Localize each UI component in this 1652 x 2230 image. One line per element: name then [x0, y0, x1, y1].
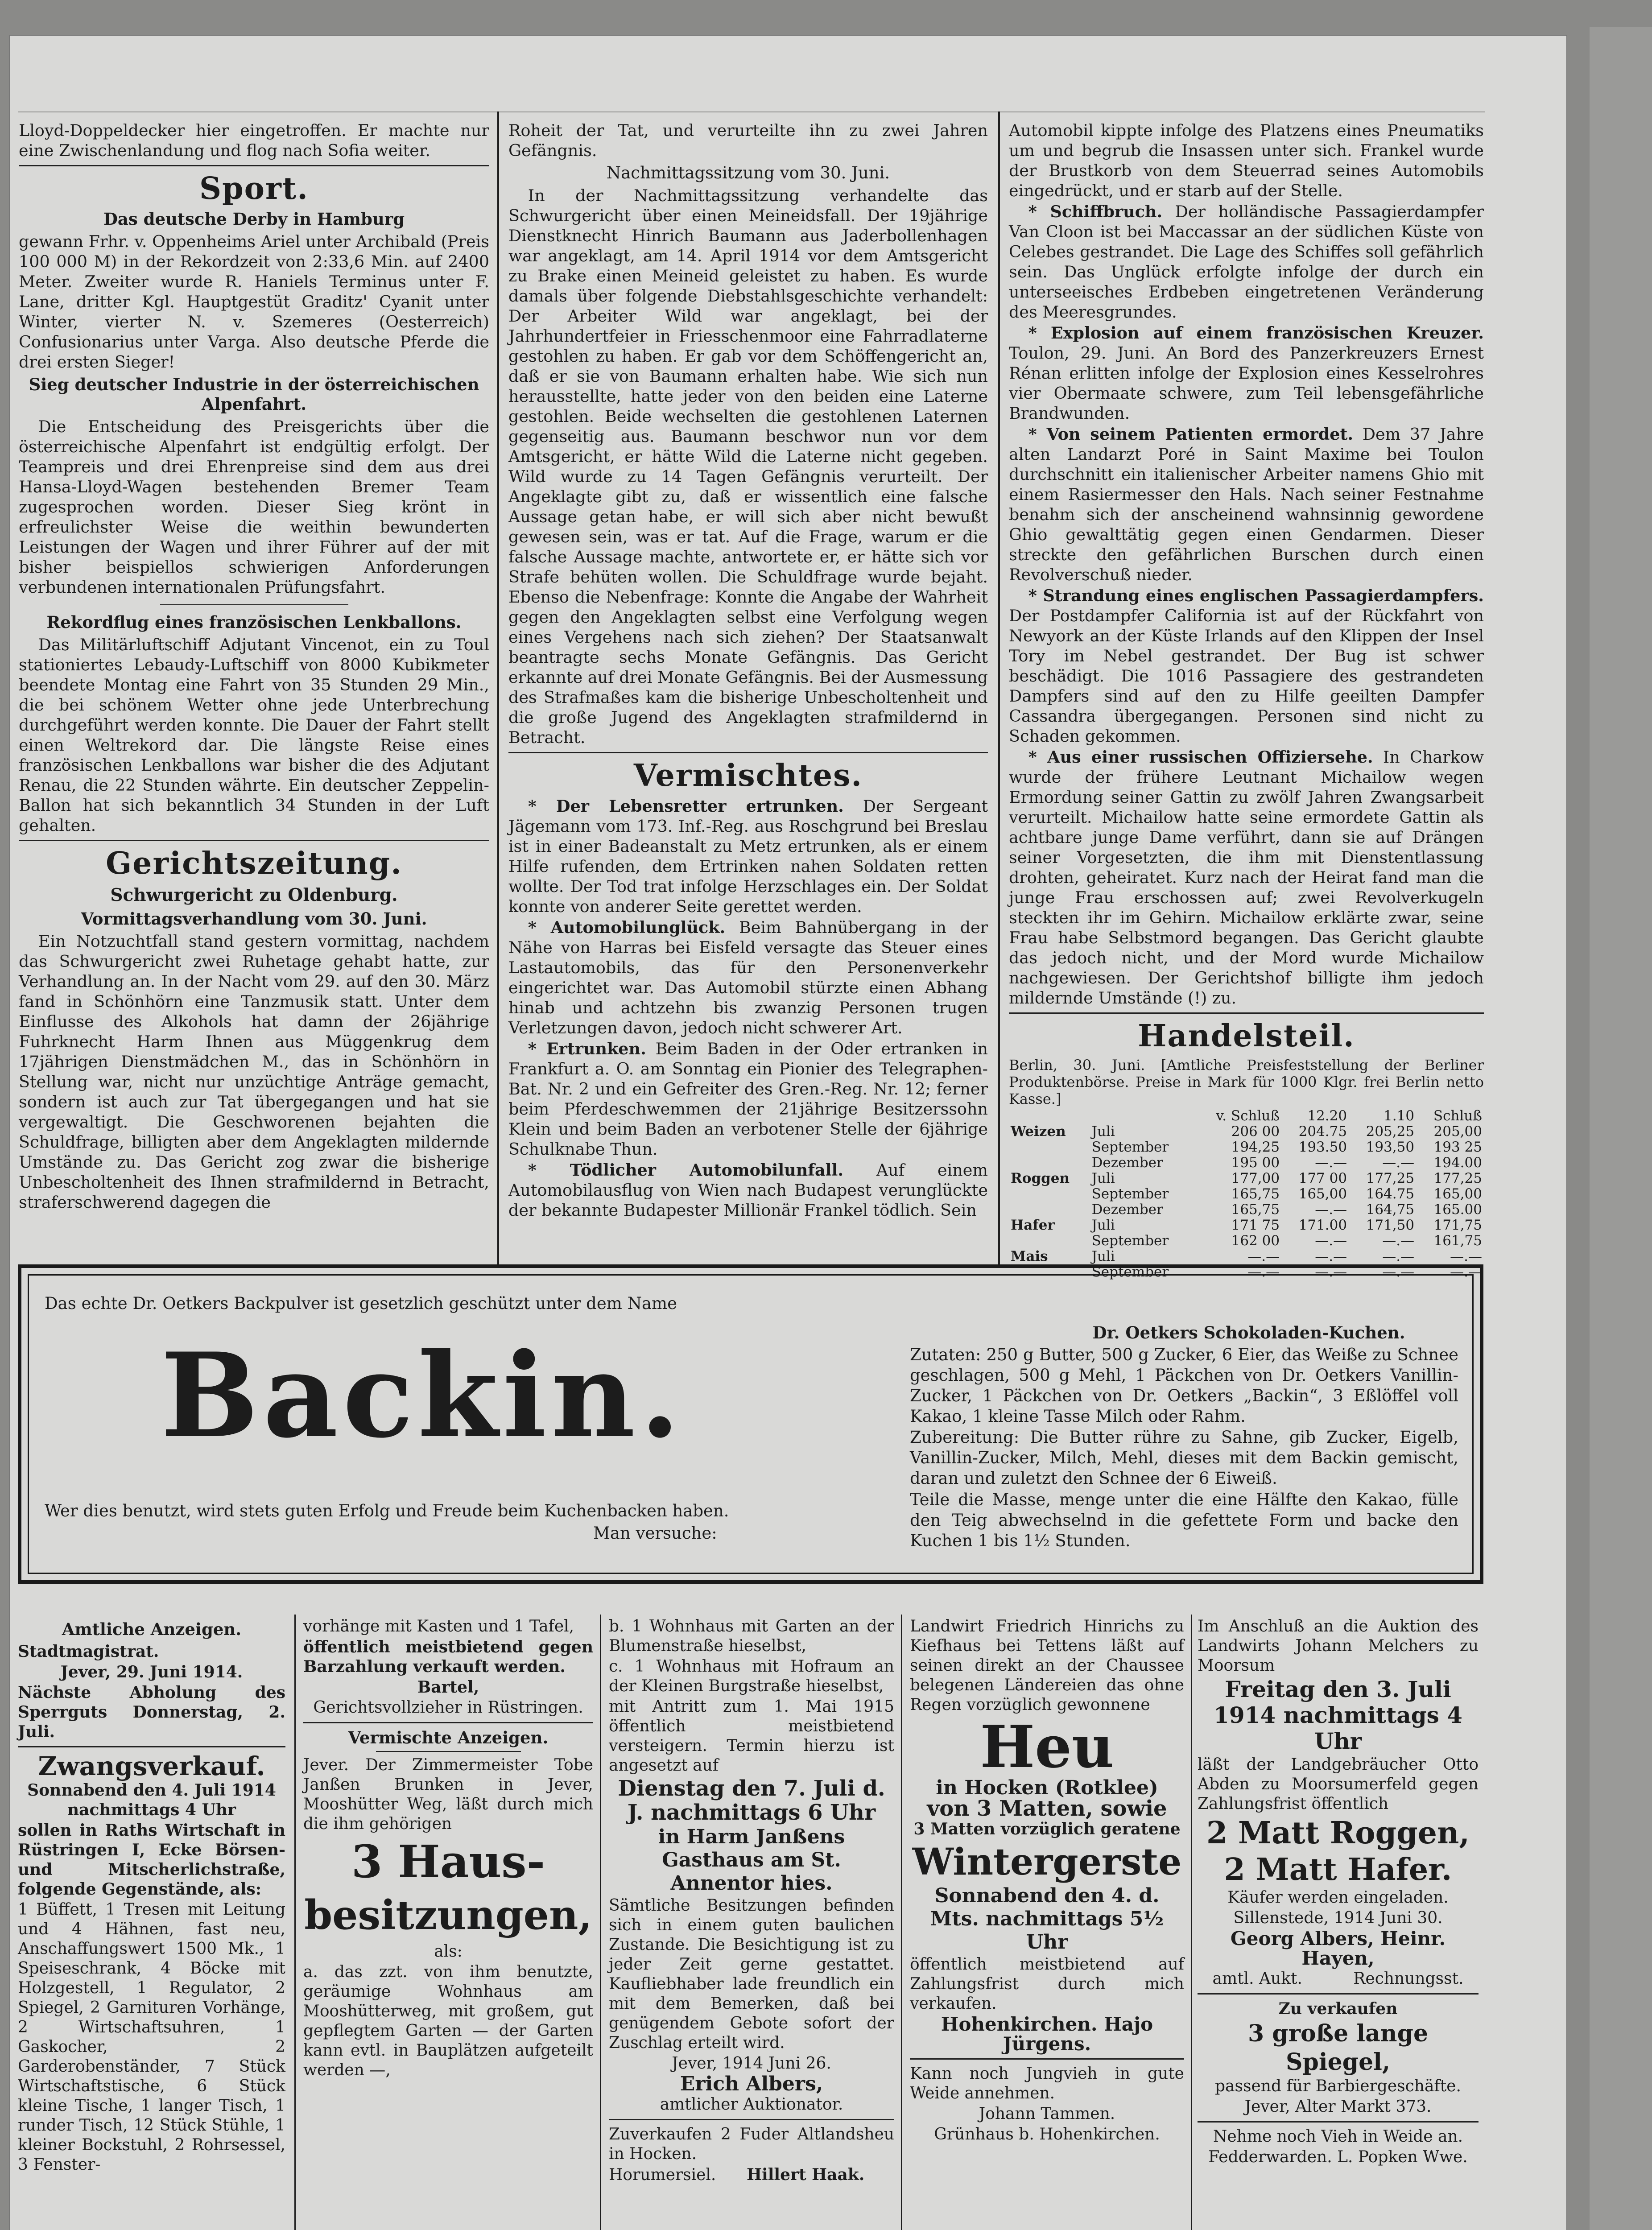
- short-divider: [160, 604, 348, 605]
- auto-title: * Automobilunglück.: [528, 918, 726, 937]
- col3-ad-text1: b. 1 Wohnhaus mit Garten an der Blumenstraße hieselbst,: [609, 1617, 894, 1655]
- oetker-line2: Wer dies benutzt, wird stets guten Erfolg und Freude beim Kuchenbacken haben.: [45, 1501, 729, 1520]
- price-row: [1009, 1218, 1484, 1233]
- price-cell: 165,00: [1433, 1186, 1482, 1202]
- price-cell: 194.00: [1433, 1155, 1482, 1171]
- col2-intro: Roheit der Tat, und verurteilte ihn zu zwei Jahren Gefängnis.: [508, 121, 988, 160]
- price-cell: Juli: [1091, 1248, 1115, 1264]
- ad-rule-4: [1191, 1615, 1192, 2230]
- price-table-header: [1009, 1108, 1484, 1124]
- price-cell: 204.75: [1298, 1123, 1347, 1140]
- col5-ad-text1: Im Anschluß an die Auktion des Landwirts Johann Melchers zu Moorsum: [1198, 1617, 1479, 1675]
- toedlich-text: Auf einem Automobilausflug von Wien nach Budapest verunglückte der bekannte Budapester Millionär Frankel tödlich. Sein: [508, 1160, 988, 1220]
- rekord-text: Das Militärluftschiff Adjutant Vincenot, ein zu Toul stationiertes Lebaudy-Luftschiff von 8000 Kubikmeter beendete Montag eine Fahrt von 35 Stunden 29 Min., die bei schönem Wetter ohne jede Unterbrechung durchgeführt werden konnte. Die Dauer der Fahrt stellt einen Weltrekord dar. Die längste Reise eines französischen Lenkballons war bisher die des Adjutant Renau, die 22 Stunden währte. Ein deutscher Zeppelin-Ballon hat sich bekanntlich 34 Stunden in der Luft gehalten.: [19, 635, 489, 835]
- verm-anzeigen: Vermischte Anzeigen.: [348, 1728, 549, 1747]
- auto-text: Beim Bahnübergang in der Nähe von Harras bei Eisfeld versagte das Steuer eines Lastautomobils, das für den Personenverkehr eingerichtet war. Das Automobil stürzte einen Abhang hinab und achtzehn bis zwanzig Personen trugen Verletzungen davon, jedoch nicht schwerer Art.: [508, 918, 988, 1037]
- hohenkirchen: Hohenkirchen. Hajo Jürgens.: [941, 2013, 1153, 2055]
- georg-sub: amtl. Aukt. Rechnungsst.: [1212, 1970, 1464, 1988]
- recipe-zutaten: Zutaten: 250 g Butter, 500 g Zucker, 6 Eier, das Weiße zu Schnee geschlagen, 500 g Mehl, 1 Päckchen von Dr. Oetkers Vanillin-Zucker, 1 Päckchen von Dr. Oetkers „Backin“, 3 Eßlöffel voll Kakao, 1 kleine Tasse Milch oder Rahm.: [910, 1345, 1458, 1426]
- price-cell: 177 00: [1298, 1170, 1347, 1186]
- price-row: [1009, 1140, 1484, 1155]
- price-table-body: [1009, 1124, 1484, 1280]
- handel-heading: Handelsteil.: [1138, 1018, 1355, 1054]
- zu-verkaufen: Zu verkaufen: [1278, 1999, 1398, 2018]
- column-1: [19, 120, 489, 1267]
- erich-albers: Erich Albers,: [680, 2073, 823, 2095]
- col3-date: Jever, 1914 Juni 26.: [672, 2054, 831, 2073]
- column-rule-2: [998, 112, 1000, 1267]
- divider: [1198, 1993, 1479, 1995]
- price-row: [1009, 1124, 1484, 1140]
- price-cell: 171,50: [1366, 1217, 1415, 1233]
- price-cell: 171 75: [1231, 1217, 1280, 1233]
- lebensretter-text: Der Sergeant Jägemann vom 173. Inf.-Reg. aus Roschgrund bei Breslau ist in einer Badeanstalt zu Metz ertrunken, als er einem Hilfe rufenden, dem Ertrinken nahen Soldaten retten wollte. Der Tod trat infolge Herzschlages ein. Der Soldat konnte von anderer Seite gerettet werden.: [508, 797, 988, 916]
- alter-markt: Jever, Alter Markt 373.: [1244, 2098, 1432, 2116]
- col3-ad-text2: c. 1 Wohnhaus mit Hofraum an der Kleinen Burgstraße hieselbst,: [609, 1657, 894, 1695]
- price-cell: [1009, 1202, 1090, 1218]
- tammen: Johann Tammen.: [979, 2105, 1115, 2123]
- price-cell: —.—: [1450, 1264, 1482, 1280]
- haus-line2: besitzungen,: [304, 1891, 592, 1939]
- col3-intro: Automobil kippte infolge des Platzens eines Pneumatiks um und begrub die Insassen unter sich. Frankel wurde der Brustkorb von dem Steuerrad seines Automobils eingedrückt, und er starb auf der Stelle.: [1009, 121, 1484, 200]
- price-cell: [1009, 1155, 1090, 1171]
- price-cell: [1009, 1233, 1090, 1249]
- explosion-title: * Explosion auf einem französischen Kreuzer.: [1028, 323, 1484, 343]
- recipe-title: Dr. Oetkers Schokoladen-Kuchen.: [1092, 1323, 1405, 1342]
- offizier-text: In Charkow wurde der frühere Leutnant Michailow wegen Ermordung seiner Gattin zu zwölf Jahren Zwangsarbeit verurteilt. Michailow hatte seine ermordete Gattin als achtbare junge Dame verführt, dann sie auf Drängen seiner Vorgesetzten, die ihm mit Dienstentlassung drohten, geheiratet. Kurz nach der Heirat fand man die junge Frau erschossen auf; zwei Revolverkugeln steckten ihr im Gehirn. Michailow erklärte zwar, seine Frau habe Selbstmord begangen. Das Gericht glaubte das jedoch nicht, und der Mord wurde Michailow nachgewiesen. Der Gerichtshof billigte ihm jedoch mildernde Umstände (!) zu.: [1009, 747, 1484, 1008]
- scan-edge: [1590, 27, 1652, 2230]
- sport-heading: Sport.: [199, 171, 309, 206]
- als: als:: [434, 1942, 463, 1961]
- dienstag: Dienstag den 7. Juli d. J. nachmittags 6 Uhr: [618, 1776, 885, 1825]
- price-header-cell: Schluß: [1433, 1108, 1482, 1124]
- erich-sub: amtlicher Auktionator.: [660, 2095, 843, 2114]
- hafer: 2 Matt Hafer.: [1224, 1852, 1452, 1887]
- derby-heading: Das deutsche Derby in Hamburg: [103, 209, 405, 229]
- col2-ad-bold: öffentlich meistbietend gegen Barzahlung verkauft werden.: [303, 1638, 593, 1676]
- stadtmag: Stadtmagistrat.: [18, 1642, 159, 1661]
- ertrunken-title: * Ertrunken.: [528, 1039, 646, 1058]
- lebensretter-title: * Der Lebensretter ertrunken.: [528, 797, 844, 816]
- ertrunken-text: Beim Baden in der Oder ertranken in Frankfurt a. O. am Sonntag ein Pionier des Telegraphen-Bat. Nr. 2 und ein Gefreiter des Gren.-Reg. Nr. 12; ferner beim Pferdeschwemmen der 21jährige Besitzerssohn Klein und beim Baden an verbotener Stelle der 6jährige Schulknabe Thun.: [508, 1039, 988, 1159]
- col4-ad-text1: Landwirt Friedrich Hinrichs zu Kiefhaus bei Tettens läßt auf seinen direkt an der Chaussee belegenen Ländereien das ohne Regen vorzüglich gewonnene: [910, 1617, 1184, 1714]
- divider: [19, 165, 489, 166]
- price-cell: 177,00: [1231, 1170, 1280, 1186]
- price-header-cell: [1090, 1108, 1194, 1124]
- ad-rule-2: [600, 1615, 601, 2230]
- spiegel: 3 große lange Spiegel,: [1247, 2020, 1429, 2076]
- price-cell: 164,75: [1366, 1202, 1415, 1218]
- nehme: Nehme noch Vieh in Weide an.: [1213, 2127, 1463, 2146]
- price-cell: 171.00: [1298, 1217, 1347, 1233]
- haus-line1: 3 Haus-: [351, 1835, 545, 1888]
- freitag: Freitag den 3. Juli 1914 nachmittags 4 Uhr: [1214, 1676, 1462, 1754]
- ad-rule-3: [901, 1615, 902, 2230]
- price-cell: —.—: [1450, 1248, 1482, 1264]
- price-cell: 165,75: [1231, 1202, 1280, 1218]
- price-cell: 193,50: [1366, 1139, 1415, 1155]
- price-cell: 161,75: [1433, 1233, 1482, 1249]
- col3-ad-text4: Sämtliche Besitzungen befinden sich in einem guten baulichen Zustande. Die Besichtigung ist zu jeder Zeit gerne gestattet. Kaufliebhaber lade freundlich ein mit dem Bemerken, daß bei genügendem Gebote sofort der Zuschlag erteilt wird.: [609, 1896, 894, 2052]
- price-cell: —.—: [1315, 1155, 1347, 1171]
- zwang-date: Sonnabend den 4. Juli 1914 nachmittags 4 Uhr: [27, 1781, 276, 1819]
- price-cell: 177,25: [1433, 1170, 1482, 1186]
- price-cell: —.—: [1315, 1202, 1347, 1218]
- price-row: [1009, 1249, 1484, 1264]
- kaeufer: Käufer werden eingeladen.: [1227, 1888, 1449, 1907]
- price-cell: 165,75: [1231, 1186, 1280, 1202]
- patient-text: Dem 37 Jahre alten Landarzt Poré in Saint Maxime bei Toulon durchschnitt ein italienischer Arbeiter namens Ghio mit einem Rasiermesser den Hals. Nach seiner Festnahme benahm sich der anscheinend wahnsinnig gewordene Ghio gewalttätig gegen einen Gendarmen. Dieser streckte den gefährlichen Burschen durch einen Revolverschuß nieder.: [1009, 425, 1484, 584]
- divider: [18, 1746, 285, 1747]
- price-cell: Juli: [1091, 1217, 1115, 1233]
- price-header-cell: 12.20: [1307, 1108, 1347, 1124]
- price-row: [1009, 1186, 1484, 1202]
- ad-column-5: [1198, 1617, 1479, 2230]
- derby-text: gewann Frhr. v. Oppenheims Ariel unter Archibald (Preis 100 000 M) in der Rekordzeit von 2:33,6 Min. auf 2400 Meter. Zweiter wurde R. Haniels Terminus unter F. Lane, dritter Kgl. Hauptgestüt Graditz' Cyanit unter Winter, vierter N. v. Szemeres (Oesterreich) Confusionarius unter Varga. Also deutsche Pferde die drei ersten Sieger!: [19, 232, 489, 372]
- ad-column-2: [303, 1617, 593, 2230]
- divider: [303, 1722, 593, 1723]
- price-cell: [1009, 1140, 1090, 1155]
- price-cell: September: [1091, 1264, 1169, 1280]
- ad-column-1: [18, 1617, 285, 2230]
- price-cell: 164.75: [1366, 1186, 1415, 1202]
- price-cell: Hafer: [1011, 1217, 1055, 1233]
- oetker-line3: Man versuche:: [593, 1524, 717, 1543]
- recipe-teile: Teile die Masse, menge unter die eine Hälfte den Kakao, fülle den Teig abwechselnd in die gefettete Form und backe den Kuchen 1 bis 1½ Stunden.: [910, 1490, 1458, 1550]
- sillenstede: Sillenstede, 1914 Juni 30.: [1233, 1909, 1443, 1927]
- price-cell: —.—: [1382, 1233, 1415, 1249]
- hocken: in Hocken (Rotklee): [936, 1776, 1158, 1799]
- fuder: Zuverkaufen 2 Fuder Altlandsheu in Hocken.: [609, 2125, 894, 2163]
- col1-intro: Lloyd-Doppeldecker hier eingetroffen. Er machte nur eine Zwischenlandung und flog nach Sofia weiter.: [19, 121, 489, 160]
- schiff-text: Der holländische Passagierdampfer Van Cloon ist bei Maccassar an der südlichen Küste von Celebes gestrandet. Die Lage des Schiffes soll gefährlich sein. Das Unglück erfolgte infolge der durch ein unterseeisches Erdbeben eingetretenen Veränderung des Meeresgrundes.: [1009, 202, 1484, 322]
- price-cell: Mais: [1011, 1248, 1048, 1264]
- hillert: Hillert Haak.: [747, 2165, 865, 2184]
- patient-title: * Von seinem Patienten ermordet.: [1028, 425, 1354, 444]
- ad-rule-1: [294, 1615, 296, 2230]
- strandung-title: * Strandung eines englischen Passagierdampfers.: [1028, 586, 1484, 605]
- price-cell: —.—: [1315, 1248, 1347, 1264]
- gasthaus: in Harm Janßens Gasthaus am St. Annentor hies.: [658, 1825, 845, 1895]
- bartel-sub: Gerichtsvollzieher in Rüstringen.: [313, 1698, 583, 1717]
- price-cell: 162 00: [1231, 1233, 1280, 1249]
- toedlich-title: * Tödlicher Automobilunfall.: [528, 1160, 844, 1180]
- column-rule-1: [497, 112, 499, 1267]
- sonnabend: Sonnabend den 4. d. Mts. nachmittags 5½ Uhr: [930, 1884, 1164, 1953]
- recipe-zubereitung: Zubereitung: Die Butter rühre zu Sahne, gib Zucker, Eigelb, Vanillin-Zucker, Milch, Mehl, dieses mit dem Backin gemischt, daran und zuletzt den Schnee der 6 Eiweiß.: [910, 1428, 1458, 1488]
- price-cell: —.—: [1315, 1264, 1347, 1280]
- handel-intro: Berlin, 30. Juni. [Amtliche Preisfeststellung der Berliner Produktenbörse. Preise in Mark für 1000 Klgr. frei Berlin netto Kasse.]: [1009, 1057, 1484, 1107]
- price-cell: September: [1091, 1186, 1169, 1202]
- nachmittag-heading: Nachmittagssitzung vom 30. Juni.: [606, 163, 890, 182]
- price-cell: 195 00: [1231, 1155, 1280, 1171]
- heu: Heu: [980, 1713, 1114, 1781]
- price-cell: 165.00: [1433, 1202, 1482, 1218]
- jever-date: Jever, 29. Juni 1914.: [60, 1663, 243, 1681]
- col5-ad-text2: läßt der Landgebräucher Otto Abden zu Moorsumerfeld gegen Zahlungsfrist öffentlich: [1198, 1755, 1479, 1813]
- price-cell: Weizen: [1011, 1123, 1066, 1140]
- verm-heading: Vermischtes.: [633, 758, 863, 793]
- price-table: [1009, 1108, 1484, 1280]
- roggen: 2 Matt Roggen,: [1206, 1815, 1470, 1851]
- price-cell: Dezember: [1091, 1202, 1163, 1218]
- divider: [1198, 2121, 1479, 2123]
- divider: [508, 752, 988, 753]
- price-cell: 177,25: [1366, 1170, 1415, 1186]
- price-cell: Juli: [1091, 1123, 1115, 1140]
- ad-column-3: [609, 1617, 894, 2230]
- price-row: [1009, 1155, 1484, 1171]
- price-cell: —.—: [1247, 1248, 1280, 1264]
- price-cell: 171,75: [1433, 1217, 1482, 1233]
- zwang-text2: 1 Büffett, 1 Tresen mit Leitung und 4 Hähnen, fast neu, Anschaffungswert 1500 Mk., 1 Speiseschrank, 4 Böcke mit Holzgestell, 1 Regulator, 2 Spiegel, 2 Garnituren Vorhänge, 2 Wirtschaftsuhren, 1 Gaskocher, 2 Garderobenständer, 7 Stück Wirtschaftstische, 6 Stück kleine Tische, 1 langer Tisch, 1 runder Tisch, 12 Stück Stühle, 1 kleiner Bockstuhl, 2 Rohrsessel, 3 Fenster-: [18, 1900, 285, 2174]
- price-cell: Juli: [1091, 1170, 1115, 1186]
- price-cell: 165,00: [1298, 1186, 1347, 1202]
- price-header-cell: [1009, 1108, 1090, 1124]
- gericht-text: Ein Notzuchtfall stand gestern vormittag, nachdem das Schwurgericht zwei Ruhetage gehabt hatte, zur Verhandlung an. In der Nacht vom 29. auf den 30. März fand in Schönhörn eine Tanzmusik statt. Unter dem Einflusse des Alkohols hat damn der 26jährige Fuhrknecht Harm Ihnen aus Müggenkrug dem 17jährigen Dienstmädchen M., das in Schönhörn in Stellung war, nicht nur unzüchtige Anträge gemacht, sondern ist auch zur Tat übergegangen und hat sie vergewaltigt. Die Geschworenen bejahten die Schuldfrage, billigten aber dem Angeklagten mildernde Umstände zu. Das Gericht zog zwar die bisherige Unbescholtenheit des Ihnen strafmildernd in Betracht, straferschwerend dagegen die: [19, 932, 489, 1212]
- schiff-title: * Schiffbruch.: [1028, 202, 1163, 221]
- price-cell: 205,25: [1366, 1123, 1415, 1140]
- price-cell: 193 25: [1433, 1139, 1482, 1155]
- price-cell: —.—: [1382, 1248, 1415, 1264]
- divider: [910, 2058, 1184, 2060]
- nachmittag-text: In der Nachmittagssitzung verhandelte das Schwurgericht über einen Meineidsfall. Der 19jährige Dienstknecht Hinrich Baumann aus Jaderbollenhagen war angeklagt, am 14. April 1914 vor dem Amtsgericht zu Brake einen Meineid geleistet zu haben. Es wurde damals über folgende Diebstahlsgeschichte verhandelt: Der Arbeiter Wild war angeklagt, bei der Jahrhundertfeier in Friesschenmoor eine Fahrradlaterne gestohlen zu haben. Er gab vor dem Schöffengericht an, daß er sie von Baumann erhalten habe. Wie sich nun herausstellte, hatte jeder von den beiden eine Laterne gestohlen. Beide wechselten die gestohlenen Laternen gegenseitig aus. Baumann beschwor nun vor dem Amtsgericht, er hätte Wild die Laterne nicht gegeben. Wild wurde zu 14 Tagen Gefängnis verurteilt. Der Angeklagte gibt zu, daß er wissentlich eine falsche Aussage getan habe, er will sich aber nicht bewußt gewesen sein, was er tat. Auf die Frage, warum er die falsche Aussage machte, antwortete er, er hätte sich vor Strafe behüten wollen. Die Schuldfrage wurde bejaht. Ebenso die Nebenfrage: Konnte die Angabe der Wahrheit gegen den Angeklagten selbst eine Verfolgung wegen eines Vergehens nach sich ziehen? Der Staatsanwalt beantragte sechs Monate Gefängnis. Das Gericht erkannte auf drei Monate Gefängnis. Bei der Ausmessung des Strafmaßes kam die bisherige Unbescholtenheit und die große Jugend des Angeklagten strafmildernd in Betracht.: [508, 186, 988, 747]
- col4-ad-text2: öffentlich meistbietend auf Zahlungsfrist durch mich verkaufen.: [910, 1955, 1184, 2013]
- divider: [19, 840, 489, 841]
- price-cell: 193.50: [1298, 1139, 1347, 1155]
- gericht-heading: Gerichtszeitung.: [106, 846, 402, 881]
- ad-column-4: [910, 1617, 1184, 2230]
- column-3: [1009, 120, 1484, 1280]
- strandung-text: Der Postdampfer California ist auf der Rückfahrt von Newyork an der Küste Irlands auf den Klippen der Insel Tory im Nebel gestrandet. Der Bug ist schwer beschädigt. Die 1016 Passagiere des gestrandeten Dampfers sind auf den zu Hilfe geeilten Dampfer Cassandra übergegangen. Personen sind nicht zu Schaden gekommen.: [1009, 606, 1484, 746]
- price-cell: 205,00: [1433, 1123, 1482, 1140]
- divider: [609, 2119, 894, 2120]
- col3-ad-text3: mit Antritt zum 1. Mai 1915 öffentlich meistbietend versteigern. Termin hierzu ist angesetzt auf: [609, 1697, 894, 1775]
- col2-ad-text1: vorhänge mit Kasten und 1 Tafel,: [303, 1617, 574, 1635]
- matten2: 3 Matten vorzüglich geratene: [913, 1820, 1181, 1838]
- wintergerste: Wintergerste: [912, 1841, 1182, 1883]
- price-cell: —.—: [1382, 1264, 1415, 1280]
- price-cell: [1009, 1186, 1090, 1202]
- column-2: [508, 120, 988, 1267]
- bartel: Bartel,: [417, 1678, 479, 1697]
- amtlich-heading: Amtliche Anzeigen.: [62, 1619, 242, 1639]
- price-cell: —.—: [1247, 1264, 1280, 1280]
- spiegel-sub: passend für Barbiergeschäfte.: [1215, 2077, 1461, 2095]
- sieg-heading: Sieg deutscher Industrie in der österreichischen Alpenfahrt.: [29, 375, 479, 414]
- short-divider: [376, 1751, 521, 1752]
- zwang-text1: sollen in Raths Wirtschaft in Rüstringen I, Ecke Börsen- und Mitscherlichstraße, folgende Gegenstände, als:: [18, 1821, 285, 1899]
- matten: von 3 Matten, sowie: [927, 1796, 1167, 1821]
- schwur-heading: Schwurgericht zu Oldenburg.: [110, 885, 398, 905]
- price-cell: 194,25: [1231, 1139, 1280, 1155]
- horumersiel: Horumersiel.: [609, 2166, 716, 2184]
- price-cell: Roggen: [1011, 1170, 1070, 1186]
- zwang-heading: Zwangsverkauf.: [38, 1751, 265, 1781]
- georg-albers: Georg Albers, Heinr. Hayen,: [1230, 1928, 1446, 1969]
- price-cell: September: [1091, 1139, 1169, 1155]
- sperrgut: Nächste Abholung des Sperrguts Donnerstag, 2. Juli.: [18, 1683, 285, 1741]
- price-row: [1009, 1233, 1484, 1249]
- price-cell: —.—: [1382, 1155, 1415, 1171]
- price-cell: 206 00: [1231, 1123, 1280, 1140]
- price-row: [1009, 1202, 1484, 1218]
- price-cell: September: [1091, 1233, 1169, 1249]
- price-cell: Dezember: [1091, 1155, 1163, 1171]
- backin-logo: Backin.: [161, 1328, 685, 1464]
- col2-ad-text3: a. das zzt. von ihm benutzte, geräumige Wohnhaus am Mooshütterweg, mit großem, gut gepflegtem Garten — der Garten kann evtl. in Bauplätzen aufgeteilt werden —,: [303, 1963, 593, 2079]
- price-cell: —.—: [1315, 1233, 1347, 1249]
- jungvieh: Kann noch Jungvieh in gute Weide annehmen.: [910, 2065, 1184, 2102]
- col2-ad-text2: Jever. Der Zimmermeister Tobe Janßen Brunken in Jever, Mooshütter Weg, läßt durch mich die ihm gehörigen: [303, 1756, 593, 1833]
- explosion-text: Toulon, 29. Juni. An Bord des Panzerkreuzers Ernest Rénan erlitten infolge der Explosion eines Kesselrohres vier Obermaate schwere, zum Teil lebensgefährliche Brandwunden.: [1009, 343, 1484, 423]
- gruenhaus: Grünhaus b. Hohenkirchen.: [934, 2125, 1160, 2143]
- vormittag-heading: Vormittagsverhandlung vom 30. Juni.: [81, 909, 427, 929]
- divider: [1009, 1012, 1484, 1014]
- oetker-line1: Das echte Dr. Oetkers Backpulver ist gesetzlich geschützt unter dem Name: [45, 1294, 677, 1313]
- fedderwarden: Fedderwarden. L. Popken Wwe.: [1208, 2148, 1468, 2166]
- offizier-title: * Aus einer russischen Offiziersehe.: [1028, 747, 1373, 767]
- price-row: [1009, 1171, 1484, 1186]
- rekord-heading: Rekordflug eines französischen Lenkballons.: [46, 612, 462, 632]
- price-header-cell: v. Schluß: [1216, 1108, 1280, 1124]
- price-header-cell: 1.10: [1384, 1108, 1415, 1124]
- sieg-text: Die Entscheidung des Preisgerichts über die österreichische Alpenfahrt ist endgültig erfolgt. Der Teampreis und drei Ehrenpreise sind dem aus drei Hansa-Lloyd-Wagen bestehenden Bremer Team zugesprochen worden. Dieser Sieg krönt in erfreulichster Weise die weithin bewunderten Leistungen der Wagen und ihrer Führer auf der mit bisher beispiellos schwierigen Anforderungen verbundenen internationalen Prüfungsfahrt.: [19, 417, 489, 597]
